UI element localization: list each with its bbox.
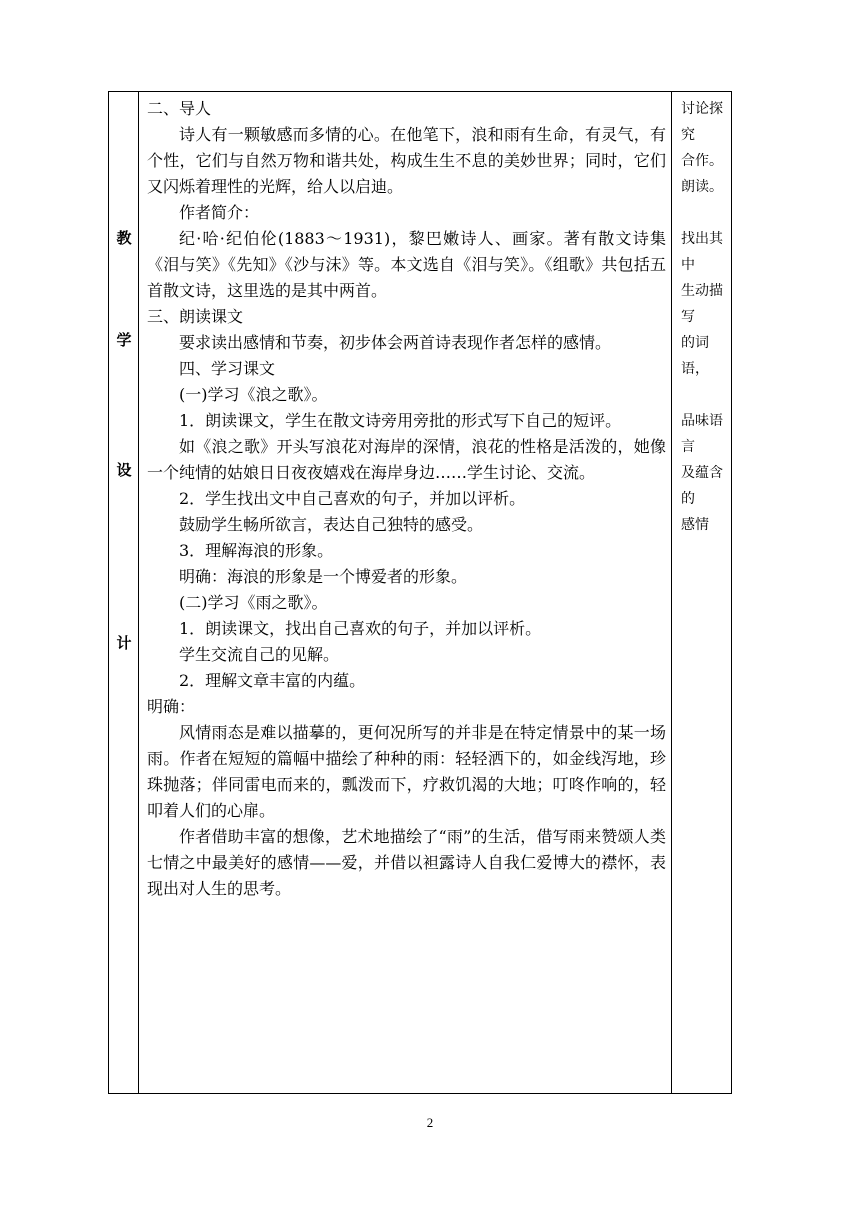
paragraph: 1．朗读课文，找出自己喜欢的句子，并加以评析。 [179,619,542,638]
paragraph: 作者借助丰富的想像，艺术地描绘了“雨”的生活，借写雨来赞颂人类七情之中最美好的感情——爱，并借以袒露诗人自我仁爱博大的襟怀，表现出对人生的思考。 [147,827,666,898]
section-heading: 二、导人 [147,99,212,118]
paragraph: 2．理解文章丰富的内蕴。 [179,671,366,690]
subsection-heading: (二)学习《雨之歌》。 [179,593,328,612]
page-number: 2 [426,1115,434,1130]
paragraph: 风情雨态是难以描摹的，更何况所写的并非是在特定情景中的某一场雨。作者在短短的篇幅中描绘了种种的雨：轻轻洒下的，如金线泻地，珍珠抛落；伴同雷电而来的，瓢泼而下，疗救饥渴的大地；叮咚作响的，轻叩着人们的心扉。 [147,723,666,820]
paragraph: 学生交流自己的见解。 [179,645,340,664]
paragraph: 纪·哈·纪伯伦(1883～1931)，黎巴嫩诗人、画家。著有散文诗集《泪与笑》《先知》《沙与沫》等。本文选自《泪与笑》。《组歌》共包括五首散文诗，这里选的是其中两首。 [147,229,666,300]
paragraph: 如《浪之歌》开头写浪花对海岸的深情，浪花的性格是活泼的，她像一个纯情的姑娘日日夜夜嬉戏在海岸身边……学生讨论、交流。 [147,437,666,482]
side-label-char: 学 [116,331,132,349]
side-label-char: 计 [116,634,132,652]
activity-note: 找出其中 [681,231,723,273]
activity-note: 讨论探究 [681,101,723,143]
activity-note: 品味语言 [681,413,723,455]
subsection-heading: (一)学习《浪之歌》。 [179,385,328,404]
main-content-column [139,92,672,1093]
activity-note: 合作。 [681,153,723,169]
section-heading: 四、学习课文 [179,359,276,378]
paragraph: 明确：海浪的形象是一个博爱者的形象。 [179,567,468,586]
note-spacer [681,382,727,408]
paragraph: 1．朗读课文，学生在散文诗旁用旁批的形式写下自己的短评。 [179,411,622,430]
paragraph: 作者简介： [179,203,260,222]
note-spacer [681,200,727,226]
paragraph: 2．学生找出文中自己喜欢的句子，并加以评析。 [179,489,526,508]
lesson-design-table [108,91,732,1094]
activity-note: 感情 [681,517,709,533]
paragraph: 鼓励学生畅所欲言，表达自己独特的感受。 [179,515,484,534]
paragraph: 3．理解海浪的形象。 [179,541,334,560]
activity-note: 生动描写 [681,283,723,325]
paragraph: 要求读出感情和节奏，初步体会两首诗表现作者怎样的感情。 [179,333,612,352]
paragraph: 诗人有一颗敏感而多情的心。在他笔下，浪和雨有生命，有灵气，有个性，它们与自然万物和谐共处，构成生生不息的美妙世界；同时，它们又闪烁着理性的光辉，给人以启迪。 [147,125,666,196]
side-label-char: 设 [116,461,132,479]
activity-note: 及蕴含的 [681,465,723,507]
section-heading: 三、朗读课文 [147,307,244,326]
student-activity-column [672,92,731,1093]
side-label-char: 教 [116,229,132,247]
side-label-column [109,92,139,1093]
activity-note: 朗读。 [681,179,723,195]
paragraph: 明确： [147,697,196,716]
activity-note: 的词语， [681,335,709,377]
